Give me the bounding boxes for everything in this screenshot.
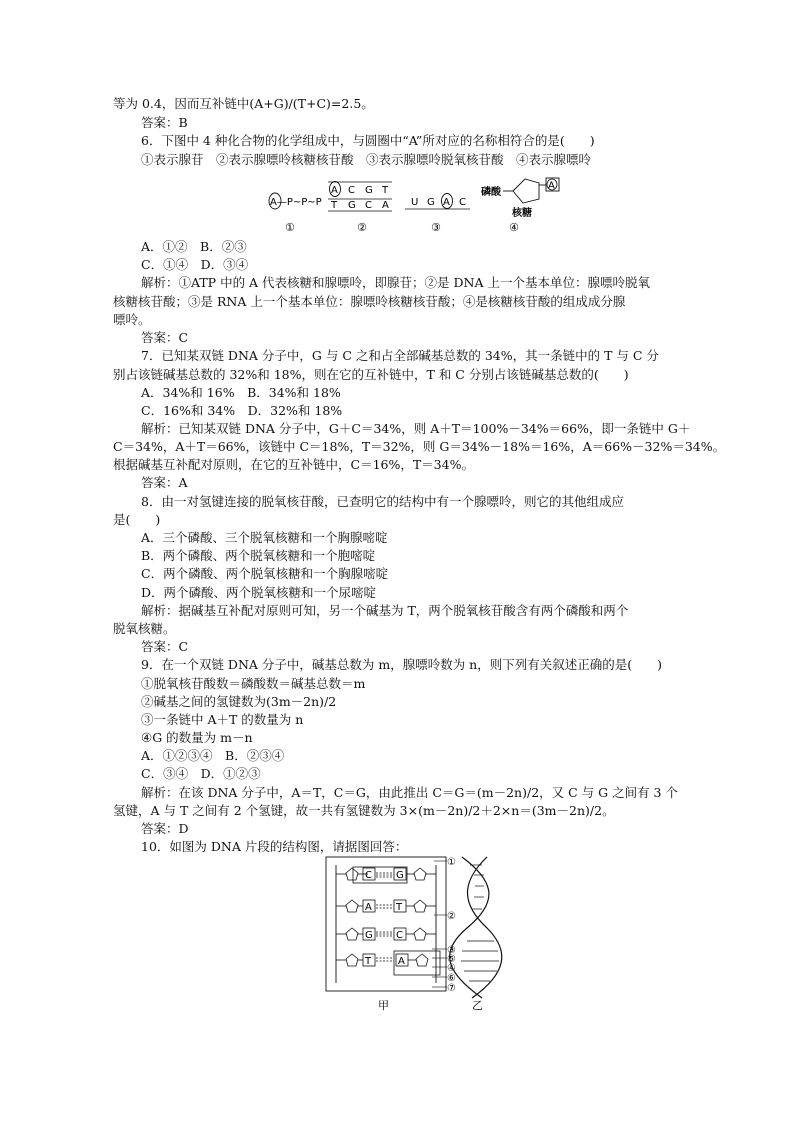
left-base: G bbox=[365, 930, 373, 941]
figure-label: ② bbox=[357, 221, 367, 234]
q8-explanation: 解析：据碱基互补配对原则可知，另一个碱基为 T，两个脱氧核苷酸含有两个磷酸和两个 bbox=[141, 603, 629, 618]
q8-stem: 是( ) bbox=[113, 512, 161, 527]
left-base: C bbox=[365, 870, 372, 881]
q7-options-cd: C．16%和 34% D．32%和 18% bbox=[141, 403, 343, 418]
q8-stem: 8．由一对氢键连接的脱氧核苷酸，已查明它的结构中有一个腺嘌呤，则它的其他组成应 bbox=[141, 494, 624, 509]
continued-text: 等为 0.4，因而互补链中(A+G)/(T+C)=2.5。 bbox=[113, 96, 374, 111]
nucleotide-base: A bbox=[548, 180, 555, 192]
dna-top-base: T bbox=[382, 185, 389, 196]
q7-explanation: 解析：已知某双链 DNA 分子中，G＋C＝34%，则 A＋T＝100%－34%＝66%，即一条链中 G＋ bbox=[141, 421, 691, 436]
phosphate-label: 磷酸 bbox=[481, 187, 501, 198]
q7-stem: 7．已知某双链 DNA 分子中，G 与 C 之和占全部碱基总数的 34%，其一条链中的 T 与 C 分 bbox=[141, 348, 659, 363]
part-number: ⑥ bbox=[447, 973, 456, 984]
q7-stem: 别占该链碱基总数的 32%和 18%，则在它的互补链中，T 和 C 分别占该链碱基总数的( ) bbox=[113, 367, 629, 382]
part-number: ⑦ bbox=[447, 983, 456, 994]
q8-option-d: D．两个磷酸、两个脱氧核糖和一个尿嘧啶 bbox=[141, 585, 377, 600]
part-number: ⑤ bbox=[447, 954, 456, 965]
right-base: C bbox=[396, 930, 403, 941]
rna-base: G bbox=[427, 197, 435, 208]
atp-structure bbox=[269, 193, 322, 209]
figure-label: ③ bbox=[431, 221, 441, 234]
q6-answer: 答案：C bbox=[141, 330, 189, 345]
q9-explanation: 解析：在该 DNA 分子中，A＝T，C＝G，由此推出 C＝G＝(m－2n)/2，又 C 与 G 之间有 3 个 bbox=[141, 785, 678, 800]
dna-structure-diagram bbox=[322, 853, 512, 1013]
rna-segment bbox=[405, 194, 470, 210]
q9-answer: 答案：D bbox=[141, 821, 189, 836]
q9-explanation: 氢键，A 与 T 之间有 2 个氢键，故一共有氢键数为 3×(m－2n)/2＋2×n＝(3m－2n)/2。 bbox=[113, 803, 615, 818]
q7-options-ab: A．34%和 16% B．34%和 18% bbox=[141, 385, 341, 400]
q7-explanation: 根据碱基互补配对原则，在它的互补链中，C＝16%，T＝34%。 bbox=[113, 457, 474, 472]
q6-options-cd: C．①④ D．③④ bbox=[141, 257, 249, 272]
rna-base: U bbox=[411, 197, 419, 208]
dna-top-base: G bbox=[365, 185, 373, 196]
q9-statement-2: ②碱基之间的氢键数为(3m－2n)/2 bbox=[141, 694, 337, 709]
dna-segment bbox=[328, 182, 392, 212]
rna-base: A bbox=[443, 197, 450, 208]
base-pair-row bbox=[336, 951, 440, 975]
atp-text: A—P~P~P bbox=[270, 197, 322, 208]
ribose-label: 核糖 bbox=[512, 208, 532, 219]
label-yi: 乙 bbox=[472, 999, 483, 1012]
part-number: ② bbox=[447, 911, 456, 922]
label-jia: 甲 bbox=[378, 999, 389, 1012]
double-helix bbox=[450, 857, 502, 998]
q7-explanation: C＝34%，A＋T＝66%，该链中 C＝18%，T＝32%，则 G＝34%－18%＝16%，A＝66%－32%＝34%。 bbox=[113, 439, 726, 454]
right-base: G bbox=[396, 870, 404, 881]
q9-statement-3: ③一条链中 A＋T 的数量为 n bbox=[141, 712, 304, 727]
q6-figure bbox=[255, 173, 575, 235]
rna-base: C bbox=[459, 197, 466, 208]
right-base: A bbox=[398, 956, 405, 967]
part-number: ④ bbox=[447, 963, 456, 974]
q8-option-a: A．三个磷酸、三个脱氧核糖和一个胸腺嘧啶 bbox=[141, 530, 388, 545]
dna-top-base: C bbox=[348, 185, 355, 196]
part-number: ③ bbox=[447, 945, 456, 956]
q6-explanation: 核糖核苷酸；③是 RNA 上一个基本单位：腺嘌呤核糖核苷酸；④是核糖核苷酸的组成成分腺 bbox=[113, 294, 626, 309]
q6-choices: ①表示腺苷 ②表示腺嘌呤核糖核苷酸 ③表示腺嘌呤脱氧核苷酸 ④表示腺嘌呤 bbox=[141, 152, 592, 167]
q6-explanation: 解析：①ATP 中的 A 代表核糖和腺嘌呤，即腺苷；②是 DNA 上一个基本单位：腺嘌呤脱氧 bbox=[141, 275, 650, 290]
q8-option-c: C．两个磷酸、两个脱氧核糖和一个胸腺嘧啶 bbox=[141, 566, 389, 581]
part-number: ① bbox=[447, 857, 456, 868]
base-pair-row bbox=[336, 867, 436, 883]
figure-label: ④ bbox=[509, 221, 519, 234]
left-base: A bbox=[365, 902, 372, 913]
right-base: T bbox=[396, 902, 403, 913]
q7-answer: 答案：A bbox=[141, 475, 188, 490]
dna-bottom-base: T bbox=[331, 200, 338, 211]
nucleotide-structure bbox=[481, 178, 559, 219]
q9-statement-1: ①脱氧核苷酸数＝磷酸数＝碱基总数＝m bbox=[141, 676, 366, 691]
base-pair-row bbox=[336, 928, 436, 941]
q8-explanation: 脱氧核糖。 bbox=[113, 621, 176, 636]
q9-stem: 9．在一个双链 DNA 分子中，碱基总数为 m，腺嘌呤数为 n，则下列有关叙述正确的是( ) bbox=[141, 657, 662, 672]
q8-option-b: B．两个磷酸、两个脱氧核糖和一个胞嘧啶 bbox=[141, 548, 376, 563]
answer-q5: 答案：B bbox=[141, 115, 188, 130]
q8-answer: 答案：C bbox=[141, 639, 189, 654]
q10-stem: 10．如图为 DNA 片段的结构图，请据图回答： bbox=[141, 839, 408, 854]
dna-top-base: A bbox=[331, 185, 338, 196]
figure-label: ① bbox=[285, 221, 295, 234]
left-base: T bbox=[365, 956, 372, 967]
dna-bottom-base: A bbox=[382, 200, 389, 211]
q6-options-ab: A．①② B．②③ bbox=[141, 239, 247, 254]
q9-options-ab: A．①②③④ B．②③④ bbox=[141, 748, 285, 763]
dna-bottom-base: G bbox=[348, 200, 356, 211]
dna-bottom-base: C bbox=[365, 200, 372, 211]
q6-stem: 6．下图中 4 种化合物的化学组成中，与圆圈中“A”所对应的名称相符合的是( ) bbox=[141, 133, 595, 148]
q9-options-cd: C．③④ D．①②③ bbox=[141, 766, 261, 781]
ribose-ring bbox=[513, 179, 539, 203]
q6-explanation: 嘌呤。 bbox=[113, 312, 151, 327]
base-pair-row bbox=[336, 900, 436, 913]
q9-statement-4: ④G 的数量为 m－n bbox=[141, 730, 253, 745]
